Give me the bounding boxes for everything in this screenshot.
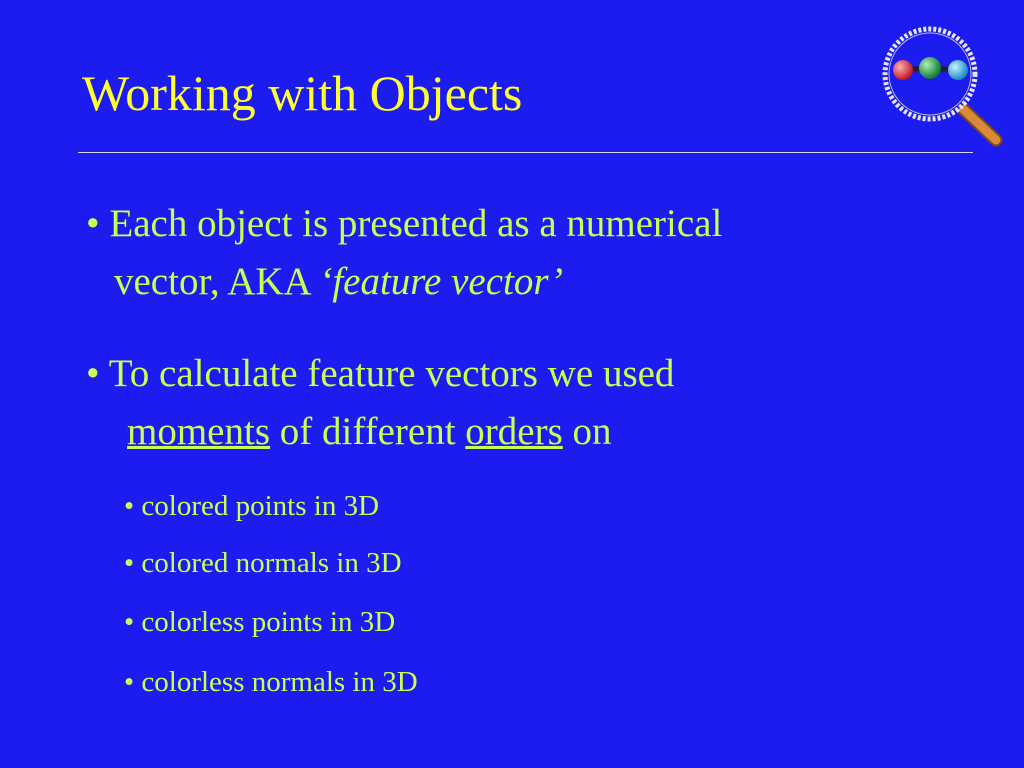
bullet-text: Each object is presented as a numerical bbox=[109, 202, 723, 245]
sub-bullet-colored-points: • colored points in 3D bbox=[124, 490, 380, 522]
bullet-text: vector, AKA bbox=[114, 260, 320, 303]
molecule-sphere-green bbox=[919, 57, 941, 79]
bullet-feature-vector bbox=[86, 204, 722, 320]
molecule-sphere-red bbox=[893, 60, 913, 80]
sub-bullet-colored-normals: • colored normals in 3D bbox=[124, 547, 402, 579]
link-moments[interactable]: moments bbox=[127, 410, 270, 453]
sub-bullet-colorless-points: • colorless points in 3D bbox=[124, 606, 396, 638]
bullet-line bbox=[86, 354, 674, 412]
emphasis-term: ‘feature vector’ bbox=[319, 260, 563, 303]
bullet-text: on bbox=[562, 410, 612, 453]
bullet-text: To calculate feature vectors we used bbox=[108, 352, 675, 395]
slide-title: Working with Objects bbox=[82, 65, 523, 121]
bullet-marker: • bbox=[86, 202, 100, 245]
title-divider bbox=[78, 152, 973, 153]
bullet-line bbox=[86, 412, 674, 470]
bullet-line bbox=[86, 204, 722, 262]
molecule-sphere-blue bbox=[948, 60, 968, 80]
bullet-text: of different bbox=[270, 410, 466, 453]
bullet-line bbox=[86, 262, 722, 320]
magnifier-molecule-icon bbox=[874, 24, 1004, 148]
link-orders[interactable]: orders bbox=[465, 410, 563, 453]
bullet-marker: • bbox=[86, 352, 100, 395]
bullet-moments bbox=[86, 354, 674, 470]
sub-bullet-colorless-normals: • colorless normals in 3D bbox=[124, 666, 418, 698]
